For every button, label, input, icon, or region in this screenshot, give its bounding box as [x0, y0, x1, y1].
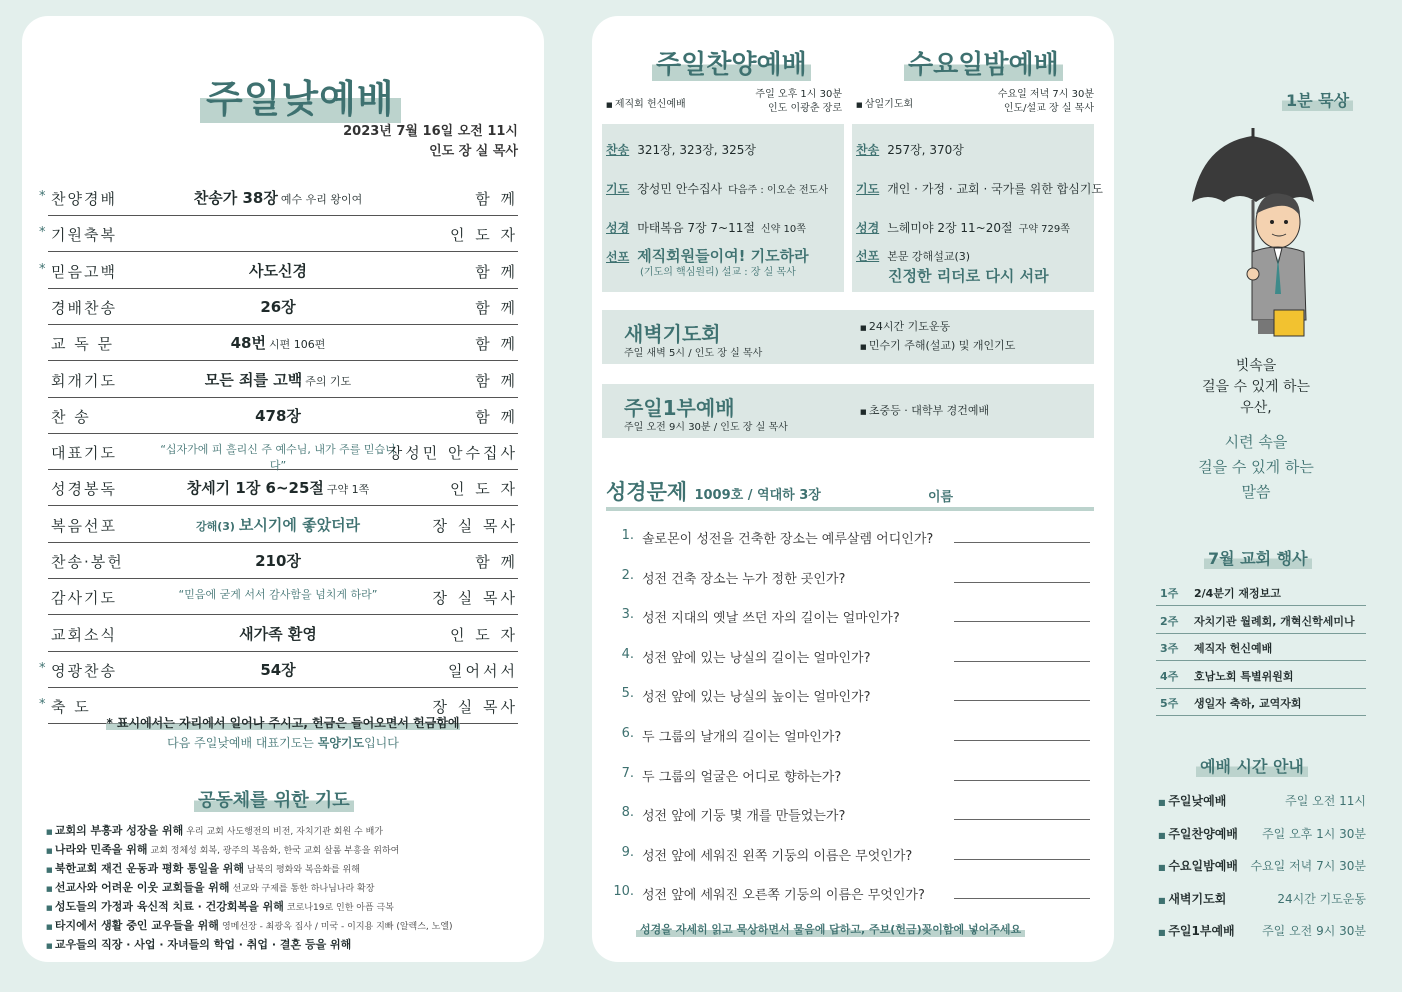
question-number: 1.: [621, 528, 634, 543]
standing-note: * 표시에서는 자리에서 일어나 주시고, 헌금은 들어오면서 헌금함에: [106, 716, 460, 730]
question-number: 6.: [621, 726, 634, 741]
worship-date: 2023년 7월 16일 오전 11시: [343, 124, 518, 139]
order-content: [158, 332, 398, 353]
row-key: 성경: [856, 221, 880, 235]
service-name: ■ 주일찬양예배: [1158, 825, 1238, 842]
answer-line: [954, 661, 1090, 662]
quiz-question: [610, 726, 1090, 766]
order-name: 영광찬송: [51, 661, 117, 680]
sunday-praise-title: 주일찬양예배: [652, 44, 811, 81]
standing-mark: *: [39, 697, 46, 713]
prayer-main: 교우들의 직장 · 사업 · 자녀들의 학업 · 취업 · 결혼 등을 위해: [54, 938, 352, 951]
row-value: 321장, 323장, 325장: [637, 143, 756, 157]
row-value: 느헤미야 2장 11~20절: [887, 221, 1013, 235]
order-main: 모든 죄를 고백: [204, 370, 303, 389]
order-content: [158, 369, 398, 390]
meditation-poem-2: [1150, 430, 1362, 505]
meditation-poem-1: [1150, 356, 1362, 419]
next-prayer-note: 다음 주일낮예배 대표기도는 목양기도입니다: [167, 736, 399, 750]
order-name: 찬 송: [51, 407, 91, 426]
order-row: [48, 543, 518, 579]
wednesday-title: 수요일밤예배: [904, 44, 1063, 81]
order-row: [48, 289, 518, 325]
question-number: 2.: [621, 567, 634, 583]
row-sub: 구약 729쪽: [1018, 224, 1070, 235]
order-quote: “믿음에 굳게 서서 감사함을 넘치게 하라”: [178, 588, 378, 602]
community-prayer-list: [46, 822, 526, 955]
order-main: 26장: [260, 297, 296, 316]
order-content: [158, 514, 398, 535]
prayer-item: [46, 860, 526, 879]
meditation-title: 1분 묵상: [1282, 88, 1353, 111]
event-name: 2/4분기 재정보고: [1194, 587, 1281, 600]
prayer-item: [46, 822, 526, 841]
order-who: 함 께: [475, 262, 518, 281]
event-row: [1156, 633, 1366, 661]
answer-line: [954, 582, 1090, 583]
question-number: 9.: [621, 844, 634, 860]
order-row: [39, 253, 518, 289]
answer-line: [954, 898, 1090, 899]
prayer-detail: 우리 교회 사도행전의 비전, 자치기관 회원 수 배가: [186, 827, 383, 837]
sunday-worship-panel: [22, 16, 544, 962]
row-key: 기도: [606, 182, 630, 196]
service-item: ■ 초중등 · 대학부 경건예배: [860, 402, 989, 421]
bible-quiz-title: 성경문제 1009호 / 역대하 3장 이름: [606, 476, 1094, 511]
poem-line: 시련 속을: [1224, 433, 1288, 451]
wed-time: 수요일 저녁 7시 30분 인도/설교 장 실 목사: [997, 89, 1094, 114]
question-text: 두 그룹의 날개의 길이는 얼마인가?: [642, 730, 842, 745]
service-item: ■ 24시간 기도운동: [860, 318, 1015, 337]
service-time: 주일 오전 11시: [1285, 794, 1366, 808]
order-row: [39, 216, 518, 252]
order-row: [39, 180, 518, 216]
order-sub: 시편 106편: [269, 338, 326, 352]
question-text: 성전 지대의 옛날 쓰던 자의 길이는 얼마인가?: [642, 611, 900, 627]
standing-mark: *: [39, 261, 46, 277]
order-row: [48, 616, 518, 652]
order-name: 찬양경배: [51, 190, 117, 208]
order-content: [158, 296, 398, 317]
poem-line: 빗속을: [1235, 358, 1277, 374]
wed-info: ■ 삼일기도회: [856, 98, 913, 112]
order-row: [39, 652, 518, 688]
worship-date-block: [343, 122, 518, 162]
prayer-item: [46, 879, 526, 898]
quiz-question: [610, 647, 1090, 687]
prayer-item: [46, 936, 526, 955]
order-row: [48, 398, 518, 434]
service-time: 주일 오후 1시 30분: [1262, 826, 1366, 841]
order-name: 성경봉독: [51, 480, 117, 499]
worship-row: [856, 142, 964, 158]
event-week: 2주: [1160, 614, 1179, 628]
service-name: ■ 새벽기도회: [1158, 890, 1226, 907]
row-value: 장성민 안수집사: [637, 182, 723, 196]
order-main: 48번: [230, 334, 266, 353]
order-sub: 구약 1쪽: [326, 483, 370, 497]
quiz-question: [610, 686, 1090, 726]
order-sub: 예수 우리 왕이여: [280, 193, 363, 206]
service-time: 주일 오전 9시 30분: [1262, 924, 1366, 938]
question-text: 두 그룹의 얼굴은 어디로 향하는가?: [642, 769, 842, 785]
order-name: 믿음고백: [51, 262, 117, 281]
sunday-time: 주일 오후 1시 30분 인도 이광춘 장로: [755, 89, 842, 114]
answer-line: [954, 700, 1090, 701]
answer-line: [954, 859, 1090, 860]
sunday-sermon: 선포 제직회원들이여! 기도하라 (기도의 핵심원리) 설교 : 장 실 목사: [606, 247, 809, 278]
order-name: 대표기도: [51, 444, 117, 463]
event-name: 제직자 헌신예배: [1194, 642, 1273, 655]
order-main: 54장: [260, 660, 296, 679]
prayer-item: [46, 841, 526, 860]
prayer-item: [46, 917, 526, 936]
prayer-detail: 남북의 평화와 복음화를 위해: [247, 865, 360, 875]
answer-line: [954, 780, 1090, 781]
order-row: [48, 434, 518, 473]
question-number: 3.: [621, 607, 634, 623]
prayer-main: 나라와 민족을 위해: [54, 843, 148, 856]
question-number: 5.: [621, 686, 634, 702]
quiz-question: [610, 528, 1090, 568]
answer-line: [954, 819, 1090, 820]
row-key: 기도: [856, 182, 880, 196]
answer-line: [954, 542, 1090, 543]
quiz-question: [610, 884, 1090, 924]
service-name: ■ 주일1부예배: [1158, 922, 1235, 939]
poem-line: 우산,: [1240, 400, 1272, 416]
order-who: 함 께: [475, 335, 518, 354]
event-row: [1156, 606, 1366, 634]
prayer-detail: 선교와 구제를 통한 하나님나라 확장: [232, 884, 375, 894]
prayer-detail: 영메선장 - 최광옥 집사 / 미국 - 이지용 지빠 (알렉스, 노엘): [221, 922, 453, 932]
order-name: 교회소식: [51, 625, 117, 644]
order-who: 함 께: [475, 298, 518, 317]
order-who: 함 께: [475, 407, 518, 426]
service-time: 수요일 저녁 7시 30분: [1250, 859, 1366, 873]
prayer-main: 성도들의 가정과 육신적 치료 · 건강회복을 위해: [54, 900, 284, 913]
standing-mark: *: [39, 225, 46, 241]
quiz-question: [610, 845, 1090, 885]
order-main: 210장: [255, 552, 301, 570]
event-week: 5주: [1160, 697, 1179, 710]
order-name: 축 도: [51, 698, 91, 717]
service-time: 24시간 기도운동: [1277, 891, 1366, 906]
row-key: 찬송: [606, 143, 630, 157]
order-main: 478장: [255, 406, 301, 425]
first-service-box: 주일1부예배 주일 오전 9시 30분 / 인도 장 실 목사 ■ 초중등 · 대학부 경건예배: [602, 384, 1094, 438]
question-number: 7.: [621, 765, 634, 781]
order-main: 보시기에 좋았더라: [238, 515, 361, 534]
question-number: 4.: [621, 646, 634, 662]
order-who: 인 도 자: [449, 226, 518, 245]
event-name: 호남노회 특별위원회: [1194, 669, 1294, 683]
service-times-title: 예배 시간 안내: [1196, 754, 1308, 777]
order-content: [158, 477, 398, 498]
order-sub: 주의 기도: [305, 374, 352, 388]
order-row: [48, 579, 518, 615]
order-prefix: 강해(3): [195, 519, 235, 533]
order-name: 교 독 문: [51, 335, 115, 354]
order-who: 장 실 목사: [432, 516, 518, 535]
poem-line: 말씀: [1241, 483, 1271, 501]
order-main: 찬송가 38장: [193, 189, 278, 207]
service-name: ■ 수요일밤예배: [1158, 857, 1238, 874]
event-name: 생일자 축하, 교역자회: [1194, 697, 1302, 710]
event-week: 1주: [1160, 587, 1179, 600]
event-week: 4주: [1160, 669, 1179, 683]
event-name: 자치기관 월례회, 개혁신학세미나: [1194, 614, 1355, 628]
order-name: 복음선포: [51, 516, 117, 535]
quiz-question: [610, 805, 1090, 845]
order-name: 찬송·봉헌: [51, 553, 124, 571]
page-title: 주일낮예배: [200, 68, 401, 123]
worship-row: [856, 220, 1070, 238]
prayer-main: 선교사와 어려운 이웃 교회들을 위해: [54, 881, 230, 894]
order-who: 함 께: [475, 371, 518, 390]
quiz-question: [610, 607, 1090, 647]
question-text: 성전 앞에 세워진 왼쪽 기둥의 이름은 무엇인가?: [642, 848, 913, 864]
order-content: [158, 550, 398, 571]
standing-mark: *: [39, 189, 46, 204]
service-name: ■ 주일낮예배: [1158, 792, 1226, 809]
answer-line: [954, 621, 1090, 622]
quiz-question: [610, 568, 1090, 608]
order-main: 새가족 환영: [239, 624, 317, 643]
order-who: 장 실 목사: [432, 698, 518, 717]
order-who: 함 께: [475, 190, 518, 208]
order-row: [48, 362, 518, 398]
order-content: [158, 260, 398, 281]
order-name: 감사기도: [51, 589, 117, 608]
worship-row: [606, 220, 806, 238]
order-who: 인 도 자: [449, 625, 518, 644]
worship-leader: 인도 장 실 목사: [429, 144, 518, 159]
question-text: 성전 건축 장소는 누가 정한 곳인가?: [642, 571, 846, 587]
question-text: 성전 앞에 기둥 몇 개를 만들었는가?: [642, 809, 846, 825]
worship-row: [856, 181, 1103, 197]
poem-line: 걸을 수 있게 하는: [1201, 379, 1311, 395]
row-key: 성경: [606, 221, 630, 235]
row-value: 마태복음 7장 7~11절: [637, 221, 755, 235]
event-week: 3주: [1160, 642, 1179, 655]
order-who: 함 께: [475, 553, 518, 571]
standing-mark: *: [39, 660, 46, 676]
event-row: [1156, 578, 1366, 606]
question-text: 성전 앞에 세워진 오른쪽 기둥의 이름은 무엇인가?: [642, 888, 925, 904]
event-row: [1156, 688, 1366, 716]
order-who: 장 실 목사: [432, 589, 518, 608]
prayer-item: [46, 898, 526, 917]
order-name: 경배찬송: [51, 298, 117, 317]
order-name: 회개기도: [51, 371, 117, 390]
order-content: [158, 187, 398, 208]
events-title: 7월 교회 행사: [1204, 546, 1312, 569]
dawn-prayer-box: 새벽기도회 주일 새벽 5시 / 인도 장 실 목사 ■ 24시간 기도운동 ■ 민수기 주해(설교) 및 개인기도: [602, 310, 1094, 364]
question-number: 8.: [621, 805, 634, 821]
order-main: 사도신경: [249, 261, 307, 280]
community-prayer-title: 공동체를 위한 기도: [194, 786, 354, 812]
question-text: 성전 앞에 있는 낭실의 높이는 얼마인가?: [642, 690, 871, 706]
order-row: [48, 470, 518, 506]
order-who: 일어서서: [448, 661, 518, 680]
middle-panel: [592, 16, 1114, 962]
worship-row: [606, 181, 828, 199]
order-who: 장성민 안수집사: [387, 444, 518, 463]
order-name: 기원축복: [51, 226, 117, 245]
service-item: ■ 민수기 주해(설교) 및 개인기도: [860, 337, 1015, 356]
order-content: [158, 659, 398, 680]
prayer-detail: 코로나19로 인한 아픔 극복: [286, 903, 394, 913]
row-value: 257장, 370장: [887, 143, 964, 157]
row-key: 찬송: [856, 143, 880, 157]
prayer-main: 교회의 부흥과 성장을 위해: [54, 824, 184, 837]
order-row: [48, 507, 518, 543]
sunday-info: ■ 제직회 헌신예배: [606, 98, 686, 112]
question-number: 10.: [613, 884, 634, 900]
row-sub: 다음주 : 이오순 전도사: [728, 185, 829, 196]
row-sub: 신약 10쪽: [760, 224, 806, 235]
quiz-footer: 성경을 자세히 읽고 묵상하면서 물음에 답하고, 주보(헌금)꽂이함에 넣어주세요: [636, 921, 1025, 937]
prayer-main: 타지에서 생활 중인 교우들을 위해: [54, 919, 219, 932]
quiz-question: [610, 766, 1090, 806]
order-quote: “십자가에 피 흘리신 주 예수님, 내가 주를 믿습니다”: [160, 443, 396, 473]
prayer-main: 북한교회 재건 운동과 평화 통일을 위해: [54, 862, 245, 875]
question-text: 솔로몬이 성전을 건축한 장소는 예루살렘 어디인가?: [642, 532, 934, 547]
order-content: [158, 405, 398, 426]
worship-row: [606, 142, 756, 158]
order-main: 창세기 1장 6~25절: [186, 479, 324, 498]
umbrella-man-illustration: [1182, 124, 1322, 346]
order-row: [48, 325, 518, 361]
order-who: 인 도 자: [449, 480, 518, 499]
order-content: [158, 623, 398, 644]
wed-sermon: 선포 본문 강해설교(3) 진정한 리더로 다시 서라: [856, 249, 1049, 285]
question-text: 성전 앞에 있는 낭실의 길이는 얼마인가?: [642, 650, 871, 666]
poem-line: 걸을 수 있게 하는: [1198, 458, 1314, 476]
prayer-detail: 교회 정체성 회복, 광주의 복음화, 한국 교회 살롬 부흥을 위하여: [150, 846, 400, 856]
event-row: [1156, 661, 1366, 689]
answer-line: [954, 740, 1090, 741]
row-value: 개인 · 가정 · 교회 · 국가를 위한 합심기도: [887, 182, 1104, 196]
